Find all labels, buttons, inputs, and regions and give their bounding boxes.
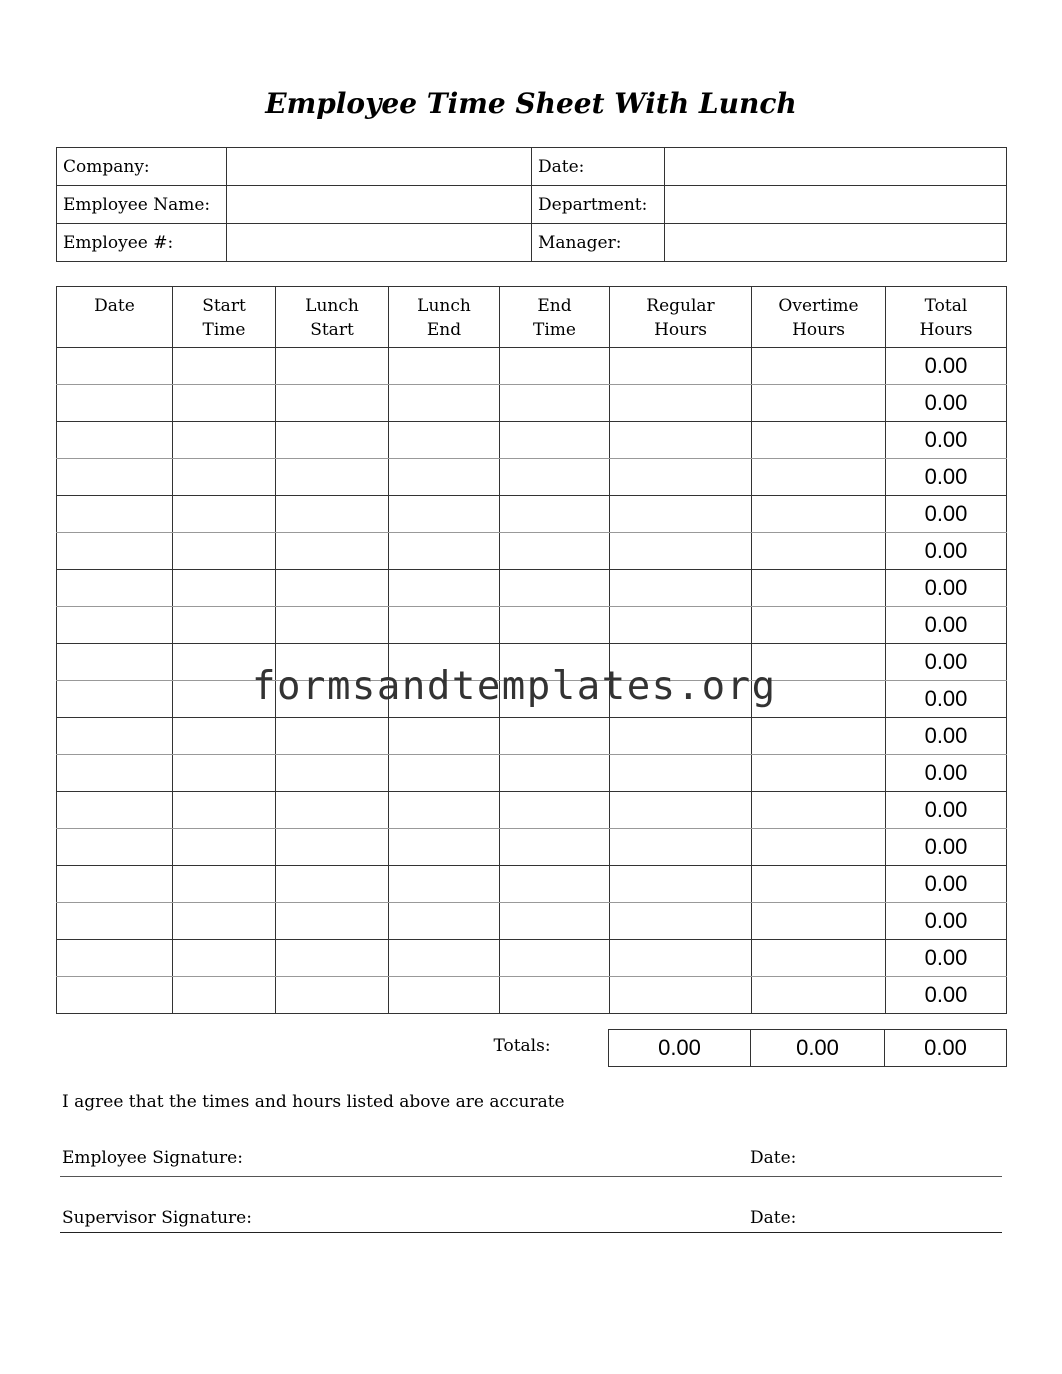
- table-row: [57, 459, 1007, 496]
- lunch-end-cell[interactable]: [389, 348, 500, 385]
- start-time-cell[interactable]: [173, 422, 276, 459]
- employee-info-table: [56, 147, 1007, 262]
- overtime-hours-cell[interactable]: [752, 866, 886, 903]
- supervisor-signature-line[interactable]: [60, 1232, 1002, 1233]
- total-hours-cell: 0.00: [886, 755, 1007, 792]
- lunch-start-cell[interactable]: [276, 792, 389, 829]
- end-time-cell[interactable]: [500, 459, 610, 496]
- employee-number-field[interactable]: [227, 224, 532, 262]
- total-hours-cell: 0.00: [886, 644, 1007, 681]
- lunch-start-cell[interactable]: [276, 385, 389, 422]
- info-row: [57, 186, 1007, 224]
- end-time-cell[interactable]: [500, 385, 610, 422]
- regular-hours-cell[interactable]: [610, 718, 752, 755]
- overtime-hours-cell[interactable]: [752, 940, 886, 977]
- date-cell[interactable]: [57, 903, 173, 940]
- regular-hours-cell[interactable]: [610, 459, 752, 496]
- end-time-cell[interactable]: [500, 977, 610, 1014]
- end-time-cell[interactable]: [500, 940, 610, 977]
- lunch-end-cell[interactable]: [389, 607, 500, 644]
- total-hours-cell: 0.00: [886, 903, 1007, 940]
- employee-signature-label: Employee Signature:: [62, 1148, 243, 1168]
- overtime-hours-cell[interactable]: [752, 385, 886, 422]
- end-time-cell[interactable]: [500, 533, 610, 570]
- table-row: [57, 607, 1007, 644]
- supervisor-signature-label: Supervisor Signature:: [62, 1208, 252, 1228]
- company-field[interactable]: [227, 148, 532, 186]
- column-header-overtime-hours: Overtime Hours: [752, 287, 886, 348]
- lunch-start-cell[interactable]: [276, 570, 389, 607]
- lunch-start-cell[interactable]: [276, 533, 389, 570]
- table-row: [57, 496, 1007, 533]
- info-row: [57, 148, 1007, 186]
- total-hours-cell: 0.00: [886, 866, 1007, 903]
- regular-hours-total: 0.00: [609, 1030, 751, 1067]
- table-row: [57, 866, 1007, 903]
- start-time-cell[interactable]: [173, 829, 276, 866]
- lunch-end-cell[interactable]: [389, 385, 500, 422]
- lunch-end-cell[interactable]: [389, 496, 500, 533]
- overtime-hours-cell[interactable]: [752, 755, 886, 792]
- column-header-start-time: Start Time: [173, 287, 276, 348]
- end-time-cell[interactable]: [500, 866, 610, 903]
- total-hours-cell: 0.00: [886, 385, 1007, 422]
- date-cell[interactable]: [57, 570, 173, 607]
- lunch-start-cell[interactable]: [276, 348, 389, 385]
- end-time-cell[interactable]: [500, 348, 610, 385]
- date-cell[interactable]: [57, 644, 173, 681]
- date-cell[interactable]: [57, 755, 173, 792]
- table-row: [57, 977, 1007, 1014]
- table-row: [57, 940, 1007, 977]
- regular-hours-cell[interactable]: [610, 496, 752, 533]
- table-row: [57, 348, 1007, 385]
- start-time-cell[interactable]: [173, 496, 276, 533]
- table-row: [57, 570, 1007, 607]
- header-row: [57, 287, 1007, 348]
- end-time-cell[interactable]: [500, 607, 610, 644]
- end-time-cell[interactable]: [500, 829, 610, 866]
- company-label: Company:: [57, 148, 227, 186]
- lunch-start-cell[interactable]: [276, 607, 389, 644]
- lunch-end-cell[interactable]: [389, 940, 500, 977]
- department-field[interactable]: [665, 186, 1007, 224]
- date-cell[interactable]: [57, 829, 173, 866]
- overtime-hours-cell[interactable]: [752, 422, 886, 459]
- end-time-cell[interactable]: [500, 570, 610, 607]
- regular-hours-cell[interactable]: [610, 829, 752, 866]
- date-label: Date:: [532, 148, 665, 186]
- lunch-end-cell[interactable]: [389, 422, 500, 459]
- lunch-start-cell[interactable]: [276, 829, 389, 866]
- end-time-cell[interactable]: [500, 422, 610, 459]
- date-cell[interactable]: [57, 422, 173, 459]
- total-hours-cell: 0.00: [886, 570, 1007, 607]
- lunch-end-cell[interactable]: [389, 792, 500, 829]
- start-time-cell[interactable]: [173, 755, 276, 792]
- date-cell[interactable]: [57, 496, 173, 533]
- date-cell[interactable]: [57, 607, 173, 644]
- date-cell[interactable]: [57, 348, 173, 385]
- lunch-end-cell[interactable]: [389, 829, 500, 866]
- time-sheet-table: [56, 286, 1007, 1014]
- column-header-date: Date: [57, 287, 173, 348]
- date-cell[interactable]: [57, 385, 173, 422]
- start-time-cell[interactable]: [173, 792, 276, 829]
- regular-hours-cell[interactable]: [610, 570, 752, 607]
- regular-hours-cell[interactable]: [610, 977, 752, 1014]
- regular-hours-cell[interactable]: [610, 866, 752, 903]
- overtime-hours-cell[interactable]: [752, 607, 886, 644]
- start-time-cell[interactable]: [173, 570, 276, 607]
- employee-name-label: Employee Name:: [57, 186, 227, 224]
- total-hours-cell: 0.00: [886, 533, 1007, 570]
- overtime-hours-cell[interactable]: [752, 459, 886, 496]
- end-time-cell[interactable]: [500, 755, 610, 792]
- department-label: Department:: [532, 186, 665, 224]
- total-hours-cell: 0.00: [886, 681, 1007, 718]
- lunch-start-cell[interactable]: [276, 496, 389, 533]
- regular-hours-cell[interactable]: [610, 422, 752, 459]
- column-header-end-time: End Time: [500, 287, 610, 348]
- employee-name-field[interactable]: [227, 186, 532, 224]
- manager-field[interactable]: [665, 224, 1007, 262]
- table-row: [57, 718, 1007, 755]
- lunch-start-cell[interactable]: [276, 422, 389, 459]
- table-row: [57, 829, 1007, 866]
- total-hours-cell: 0.00: [886, 348, 1007, 385]
- grand-total: 0.00: [885, 1030, 1007, 1067]
- column-header-lunch-start: Lunch Start: [276, 287, 389, 348]
- overtime-hours-total: 0.00: [751, 1030, 885, 1067]
- totals-label: Totals:: [493, 1036, 551, 1056]
- lunch-start-cell[interactable]: [276, 866, 389, 903]
- start-time-cell[interactable]: [173, 718, 276, 755]
- supervisor-signature-date-label: Date:: [750, 1208, 797, 1228]
- employee-signature-date-label: Date:: [750, 1148, 797, 1168]
- overtime-hours-cell[interactable]: [752, 792, 886, 829]
- overtime-hours-cell[interactable]: [752, 829, 886, 866]
- start-time-cell[interactable]: [173, 533, 276, 570]
- lunch-end-cell[interactable]: [389, 755, 500, 792]
- total-hours-cell: 0.00: [886, 718, 1007, 755]
- lunch-start-cell[interactable]: [276, 977, 389, 1014]
- start-time-cell[interactable]: [173, 607, 276, 644]
- overtime-hours-cell[interactable]: [752, 533, 886, 570]
- date-cell[interactable]: [57, 459, 173, 496]
- date-cell[interactable]: [57, 718, 173, 755]
- regular-hours-cell[interactable]: [610, 940, 752, 977]
- start-time-cell[interactable]: [173, 348, 276, 385]
- total-hours-cell: 0.00: [886, 607, 1007, 644]
- regular-hours-cell[interactable]: [610, 348, 752, 385]
- date-cell[interactable]: [57, 681, 173, 718]
- regular-hours-cell[interactable]: [610, 903, 752, 940]
- table-row: [57, 422, 1007, 459]
- date-cell[interactable]: [57, 977, 173, 1014]
- employee-number-label: Employee #:: [57, 224, 227, 262]
- start-time-cell[interactable]: [173, 940, 276, 977]
- lunch-end-cell[interactable]: [389, 570, 500, 607]
- start-time-cell[interactable]: [173, 866, 276, 903]
- lunch-start-cell[interactable]: [276, 940, 389, 977]
- total-hours-cell: 0.00: [886, 977, 1007, 1014]
- column-header-regular-hours: Regular Hours: [610, 287, 752, 348]
- date-cell[interactable]: [57, 792, 173, 829]
- watermark: formsandtemplates.org: [252, 664, 777, 709]
- total-hours-cell: 0.00: [886, 459, 1007, 496]
- regular-hours-cell[interactable]: [610, 533, 752, 570]
- start-time-cell[interactable]: [173, 385, 276, 422]
- regular-hours-cell[interactable]: [610, 607, 752, 644]
- regular-hours-cell[interactable]: [610, 792, 752, 829]
- page-title: Employee Time Sheet With Lunch: [265, 87, 797, 120]
- total-hours-cell: 0.00: [886, 829, 1007, 866]
- date-field[interactable]: [665, 148, 1007, 186]
- lunch-end-cell[interactable]: [389, 866, 500, 903]
- total-hours-cell: 0.00: [886, 422, 1007, 459]
- overtime-hours-cell[interactable]: [752, 348, 886, 385]
- lunch-start-cell[interactable]: [276, 903, 389, 940]
- table-row: [57, 755, 1007, 792]
- table-row: [57, 903, 1007, 940]
- end-time-cell[interactable]: [500, 718, 610, 755]
- total-hours-cell: 0.00: [886, 792, 1007, 829]
- lunch-end-cell[interactable]: [389, 718, 500, 755]
- overtime-hours-cell[interactable]: [752, 570, 886, 607]
- column-header-total-hours: Total Hours: [886, 287, 1007, 348]
- employee-signature-line[interactable]: [60, 1176, 1002, 1177]
- totals-row: [609, 1030, 1007, 1067]
- lunch-end-cell[interactable]: [389, 977, 500, 1014]
- date-cell[interactable]: [57, 940, 173, 977]
- overtime-hours-cell[interactable]: [752, 496, 886, 533]
- start-time-cell[interactable]: [173, 459, 276, 496]
- overtime-hours-cell[interactable]: [752, 977, 886, 1014]
- end-time-cell[interactable]: [500, 903, 610, 940]
- end-time-cell[interactable]: [500, 496, 610, 533]
- table-row: [57, 533, 1007, 570]
- lunch-start-cell[interactable]: [276, 459, 389, 496]
- regular-hours-cell[interactable]: [610, 755, 752, 792]
- table-row: [57, 792, 1007, 829]
- regular-hours-cell[interactable]: [610, 385, 752, 422]
- lunch-end-cell[interactable]: [389, 459, 500, 496]
- info-row: [57, 224, 1007, 262]
- start-time-cell[interactable]: [173, 903, 276, 940]
- end-time-cell[interactable]: [500, 792, 610, 829]
- column-header-lunch-end: Lunch End: [389, 287, 500, 348]
- start-time-cell[interactable]: [173, 977, 276, 1014]
- lunch-end-cell[interactable]: [389, 533, 500, 570]
- total-hours-cell: 0.00: [886, 496, 1007, 533]
- lunch-start-cell[interactable]: [276, 718, 389, 755]
- manager-label: Manager:: [532, 224, 665, 262]
- lunch-start-cell[interactable]: [276, 755, 389, 792]
- table-row: [57, 385, 1007, 422]
- totals-table: [608, 1029, 1007, 1067]
- agreement-text: I agree that the times and hours listed above are accurate: [62, 1092, 565, 1112]
- overtime-hours-cell[interactable]: [752, 718, 886, 755]
- overtime-hours-cell[interactable]: [752, 903, 886, 940]
- date-cell[interactable]: [57, 866, 173, 903]
- lunch-end-cell[interactable]: [389, 903, 500, 940]
- total-hours-cell: 0.00: [886, 940, 1007, 977]
- date-cell[interactable]: [57, 533, 173, 570]
